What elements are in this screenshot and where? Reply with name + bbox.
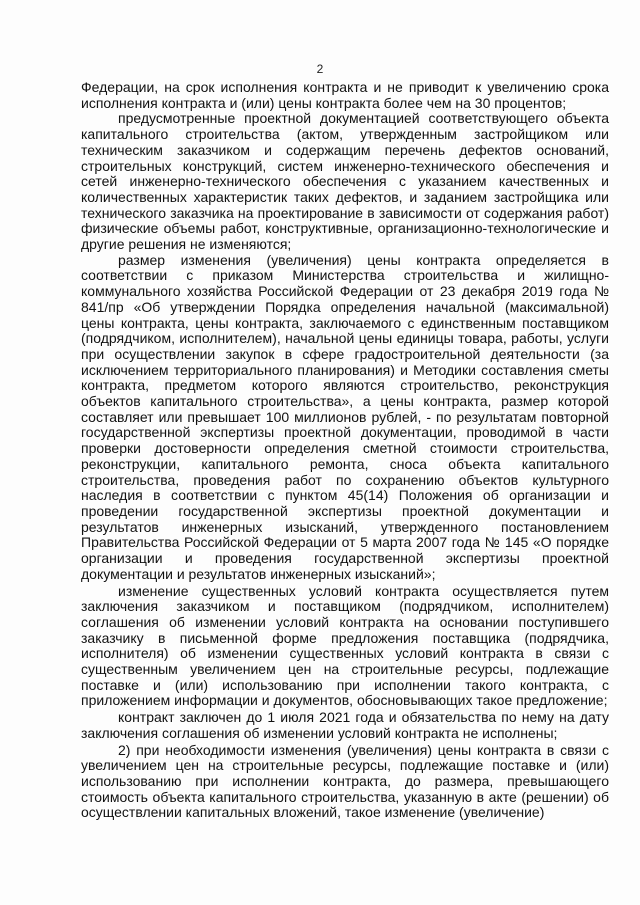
paragraph-design-documentation: предусмотренные проектной документацией соответствующего объекта капитального строительства (актом, утвержденным застройщиком или техническим заказчиком и содержащим перечень дефектов оснований, строительных конструкций, систем инженерно-технического обеспечения и сетей инженерно-технического обеспечения с указанием качественных и количественных характеристик таких дефектов, и заданием застройщика или технического заказчика на проектирование в зависимости от содержания работ) физические объемы работ, конструктивные, организационно-технологические и другие решения не изменяются;	[81, 110, 609, 253]
page-number: 2	[316, 62, 324, 76]
paragraph-change-conditions: изменение существенных условий контракта осуществляется путем заключения заказчиком и поставщиком (подрядчиком, исполнителем) соглашения об изменении условий контракта на основании поступившего заказчику в письменной форме предложения поставщика (подрядчика, исполнителя) об изменении существенных условий контракта в связи с существенным увеличением цен на строительные ресурсы, подлежащие поставке и (или) использованию при исполнении такого контракта, с приложением информации и документов, обосновывающих такое предложение;	[81, 582, 609, 709]
paragraph-item-2: 2) при необходимости изменения (увеличения) цены контракта в связи с увеличением цен на строительные ресурсы, подлежащие поставке и (или) использованию при исполнении контракта, до размера, превышающего стоимость объекта капитального строительства, указанную в акте (решении) об осуществлении капитальных вложений, такое изменение (увеличение)	[81, 741, 609, 821]
paragraph-contract-date: контракт заключен до 1 июля 2021 года и обязательства по нему на дату заключения соглашения об изменении условий контракта не исполнены;	[81, 709, 609, 741]
document-body	[81, 80, 609, 821]
paragraph-price-change-size: размер изменения (увеличения) цены контракта определяется в соответствии с приказом Министерства строительства и жилищно-коммунального хозяйства Российской Федерации от 23 декабря 2019 года № 841/пр «Об утверждении Порядка определения начальной (максимальной) цены контракта, цены контракта, заключаемого с единственным поставщиком (подрядчиком, исполнителем), начальной цены единицы товара, работы, услуги при осуществлении закупок в сфере градостроительной деятельности (за исключением территориального планирования) и Методики составления сметы контракта, предметом которого являются строительство, реконструкция объектов капитального строительства», а цены контракта, размер которой составляет или превышает 100 миллионов рублей, - по результатам повторной государственной экспертизы проектной документации, проводимой в части проверки достоверности определения сметной стоимости строительства, реконструкции, капитального ремонта, сноса объекта капитального строительства, проведения работ по сохранению объектов культурного наследия в соответствии с пунктом 45(14) Положения об организации и проведении государственной экспертизы проектной документации и результатов инженерных изысканий, утвержденного постановлением Правительства Российской Федерации от 5 марта 2007 года № 145 «О порядке организации и проведения государственной экспертизы проектной документации и результатов инженерных изысканий»;	[81, 251, 609, 582]
paragraph-continuation: Федерации, на срок исполнения контракта и не приводит к увеличению срока исполнения контракта и (или) цены контракта более чем на 30 процентов;	[81, 79, 609, 111]
